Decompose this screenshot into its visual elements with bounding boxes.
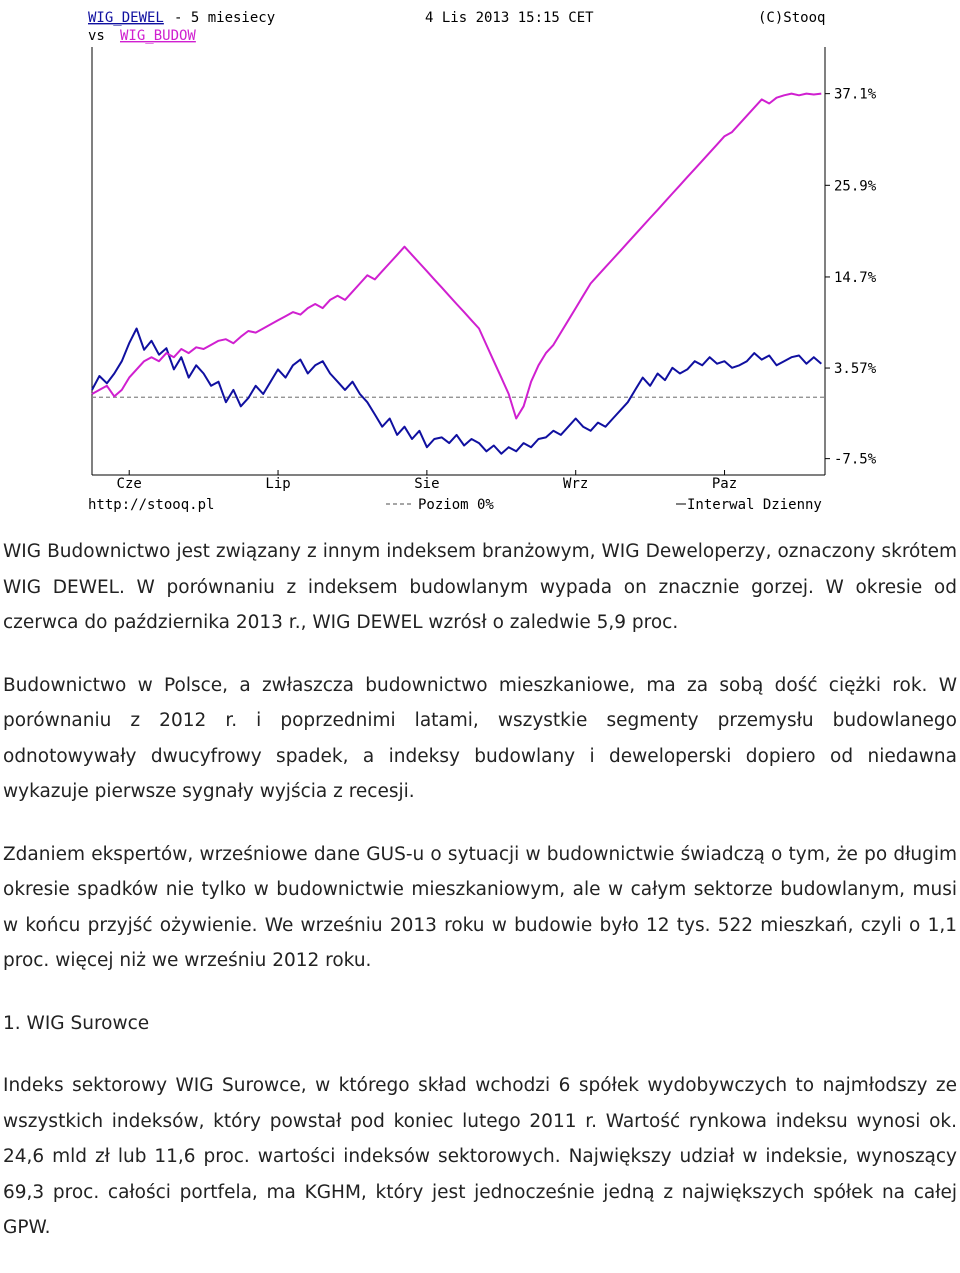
series-line-wig-dewel [92,329,821,454]
paragraph-budownictwo: Budownictwo w Polsce, a zwłaszcza budownictwo mieszkaniowe, ma za sobą dość ciężki rok. W porównaniu z 2012 r. i poprzednimi latami, wszystkie segmenty przemysłu budowlanego odnotowywały dwucyfrowy spadek, a indeksy budowlany i deweloperski dopiero od niedawna wykazuje pierwsze sygnały wyjścia z recesji. [3,674,957,802]
chart-container [80,0,880,520]
y-tick-label: 25.9% [834,178,877,195]
section-heading-wig-surowce: 1. WIG Surowce [3,1012,150,1034]
series1-title: WIG_DEWEL [88,10,164,26]
x-tick-label: Lip [265,476,291,492]
y-tick-label: 37.1% [834,86,877,103]
chart-copyright: (C)Stooq [758,10,826,26]
paragraph-eksperci: Zdaniem ekspertów, wrześniowe dane GUS-u o sytuacji w budownictwie świadczą o tym, że po długim okresie spadków nie tylko w budownictwie mieszkaniowym, ale w całym sektorze budowlanym, musi w końcu przyjść ożywienie. We wrześniu 2013 roku w budowie było 12 tys. 522 mieszkań, czyli o 1,1 proc. więcej niż we wrześniu 2012 roku. [3,843,957,971]
x-tick-label: Cze [116,476,142,492]
chart-interval: Interwal Dzienny [687,497,822,513]
article-body [3,534,957,1273]
x-tick-label: Paz [711,476,738,492]
y-tick-label: 3.57% [834,361,877,378]
zero-level-legend: Poziom 0% [418,497,494,513]
vs-label: vs [88,28,105,44]
x-tick-label: Wrz [563,476,589,492]
y-tick-label: -7.5% [834,451,877,468]
series-layer [92,94,821,454]
chart-period: - 5 miesiecy [174,10,276,26]
chart-source: http://stooq.pl [88,497,215,513]
wig-comparison-chart [80,0,880,520]
x-tick-label: Sie [414,476,440,492]
paragraph-wig-dewel: WIG Budownictwo jest związany z innym indeksem branżowym, WIG Deweloperzy, oznaczony skrótem WIG DEWEL. W porównaniu z indeksem budowlanym wypada on znacznie gorzej. W okresie od czerwca do października 2013 r., WIG DEWEL wzrósł o zaledwie 5,9 proc. [3,541,957,633]
tick-layer [117,87,877,492]
series2-title: WIG_BUDOW [120,28,196,44]
y-tick-label: 14.7% [834,269,877,286]
paragraph-wig-surowce: Indeks sektorowy WIG Surowce, w którego skład wchodzi 6 spółek wydobywczych to najmłodszy ze wszystkich indeksów, który powstał pod koniec lutego 2011 r. Wartość rynkowa indeksu wynosi ok. 24,6 mld zł lub 11,6 proc. wartości indeksów sektorowych. Największy udział w indeksie, wynoszący 69,3 proc. całości portfela, ma KGHM, który jest jednocześnie jedną z największych spółek na całej GPW. [3,1075,957,1238]
chart-datetime: 4 Lis 2013 15:15 CET [425,10,594,26]
